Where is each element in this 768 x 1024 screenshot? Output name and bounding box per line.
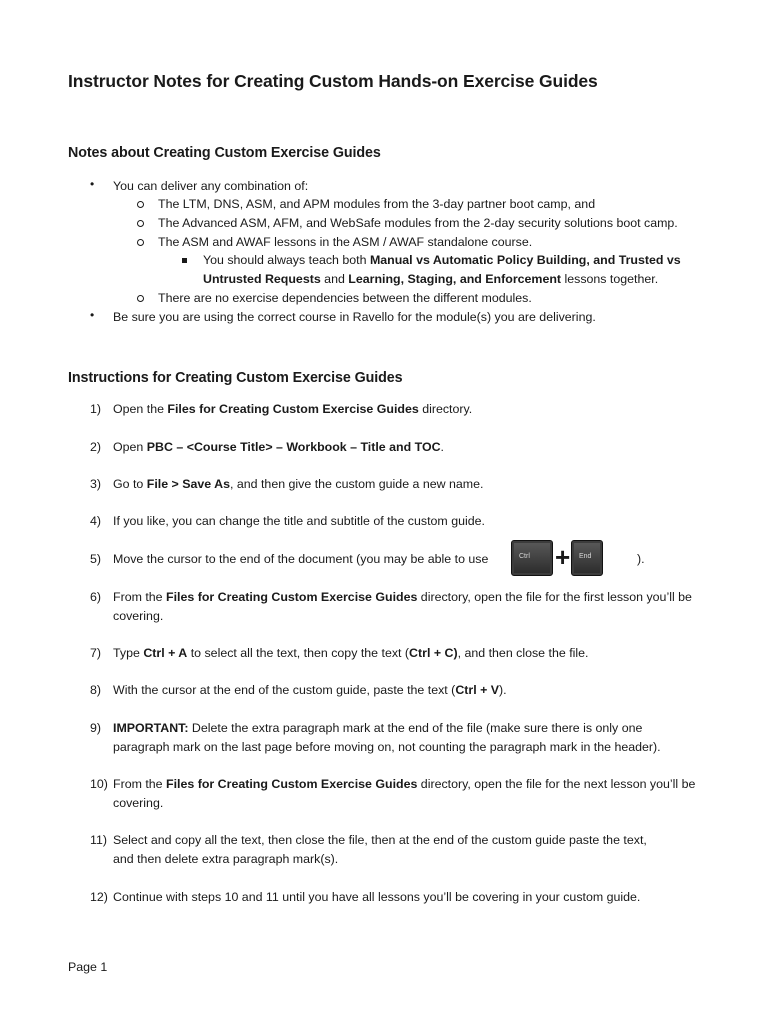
sub-bullet-circle	[137, 239, 144, 246]
step-3: Go to File > Save As, and then give the custom guide a new name.	[113, 477, 484, 491]
step-11-line-2: and then delete extra paragraph mark(s).	[113, 852, 339, 866]
notes-subsub-line-2: Untrusted Requests and Learning, Staging, and Enforcement lessons together.	[203, 272, 659, 286]
step-4: If you like, you can change the title and subtitle of the custom guide.	[113, 514, 485, 528]
step-number: 11)	[90, 833, 107, 847]
step-1: Open the Files for Creating Custom Exercise Guides directory.	[113, 402, 473, 416]
step-10-line-2: covering.	[113, 796, 164, 810]
step-10-line-1: From the Files for Creating Custom Exercise Guides directory, open the file for the next lesson you’ll be	[113, 777, 696, 791]
plus-sign: +	[555, 542, 571, 572]
step-12: Continue with steps 10 and 11 until you have all lessons you’ll be covering in your custom guide.	[113, 890, 641, 904]
notes-bullet-1: You can deliver any combination of:	[113, 179, 309, 193]
instructions-heading: Instructions for Creating Custom Exercise Guides	[68, 370, 403, 386]
step-5: Move the cursor to the end of the document (you may be able to use	[113, 552, 489, 566]
step-11-line-1: Select and copy all the text, then close the file, then at the end of the custom guide paste the text,	[113, 833, 647, 847]
step-number: 9)	[90, 721, 102, 735]
step-number: 7)	[90, 646, 102, 660]
notes-heading: Notes about Creating Custom Exercise Guides	[68, 145, 381, 161]
ctrl-key-icon: Ctrl	[511, 540, 553, 576]
step-number: 8)	[90, 683, 102, 697]
step-number: 4)	[90, 514, 102, 528]
document-title: Instructor Notes for Creating Custom Hands-on Exercise Guides	[68, 71, 598, 91]
step-number: 12)	[90, 890, 108, 904]
step-8: With the cursor at the end of the custom guide, paste the text (Ctrl + V).	[113, 683, 507, 697]
page-number: Page 1	[68, 960, 108, 974]
notes-sub-3: The ASM and AWAF lessons in the ASM / AWAF standalone course.	[158, 235, 533, 249]
step-number: 2)	[90, 440, 102, 454]
bullet-dot: •	[90, 308, 95, 322]
notes-sub-2: The Advanced ASM, AFM, and WebSafe modules from the 2-day security solutions boot camp.	[158, 216, 678, 230]
step-7: Type Ctrl + A to select all the text, then copy the text (Ctrl + C), and then close the file.	[113, 646, 589, 660]
step-9-line-2: paragraph mark on the last page before moving on, not counting the paragraph mark in the header).	[113, 740, 661, 754]
step-number: 3)	[90, 477, 102, 491]
notes-sub-4: There are no exercise dependencies between the different modules.	[158, 291, 532, 305]
step-5-end: ).	[637, 552, 645, 566]
notes-sub-1: The LTM, DNS, ASM, and APM modules from the 3-day partner boot camp, and	[158, 197, 596, 211]
step-number: 1)	[90, 402, 102, 416]
step-number: 6)	[90, 590, 102, 604]
step-9-line-1: IMPORTANT: Delete the extra paragraph mark at the end of the file (make sure there is only one	[113, 721, 643, 735]
sub-bullet-circle	[137, 220, 144, 227]
step-6-line-2: covering.	[113, 609, 164, 623]
bullet-dot: •	[90, 177, 95, 191]
sub-bullet-circle	[137, 295, 144, 302]
step-6-line-1: From the Files for Creating Custom Exercise Guides directory, open the file for the first lesson you’ll be	[113, 590, 692, 604]
end-key-icon: End	[571, 540, 603, 576]
sub-sub-bullet-square	[182, 258, 187, 263]
sub-bullet-circle	[137, 201, 144, 208]
notes-bullet-2: Be sure you are using the correct course in Ravello for the module(s) you are delivering.	[113, 310, 596, 324]
notes-subsub-line-1: You should always teach both Manual vs Automatic Policy Building, and Trusted vs	[203, 253, 681, 267]
step-number: 5)	[90, 552, 102, 566]
step-2: Open PBC – <Course Title> – Workbook – Title and TOC.	[113, 440, 444, 454]
step-number: 10)	[90, 777, 108, 791]
